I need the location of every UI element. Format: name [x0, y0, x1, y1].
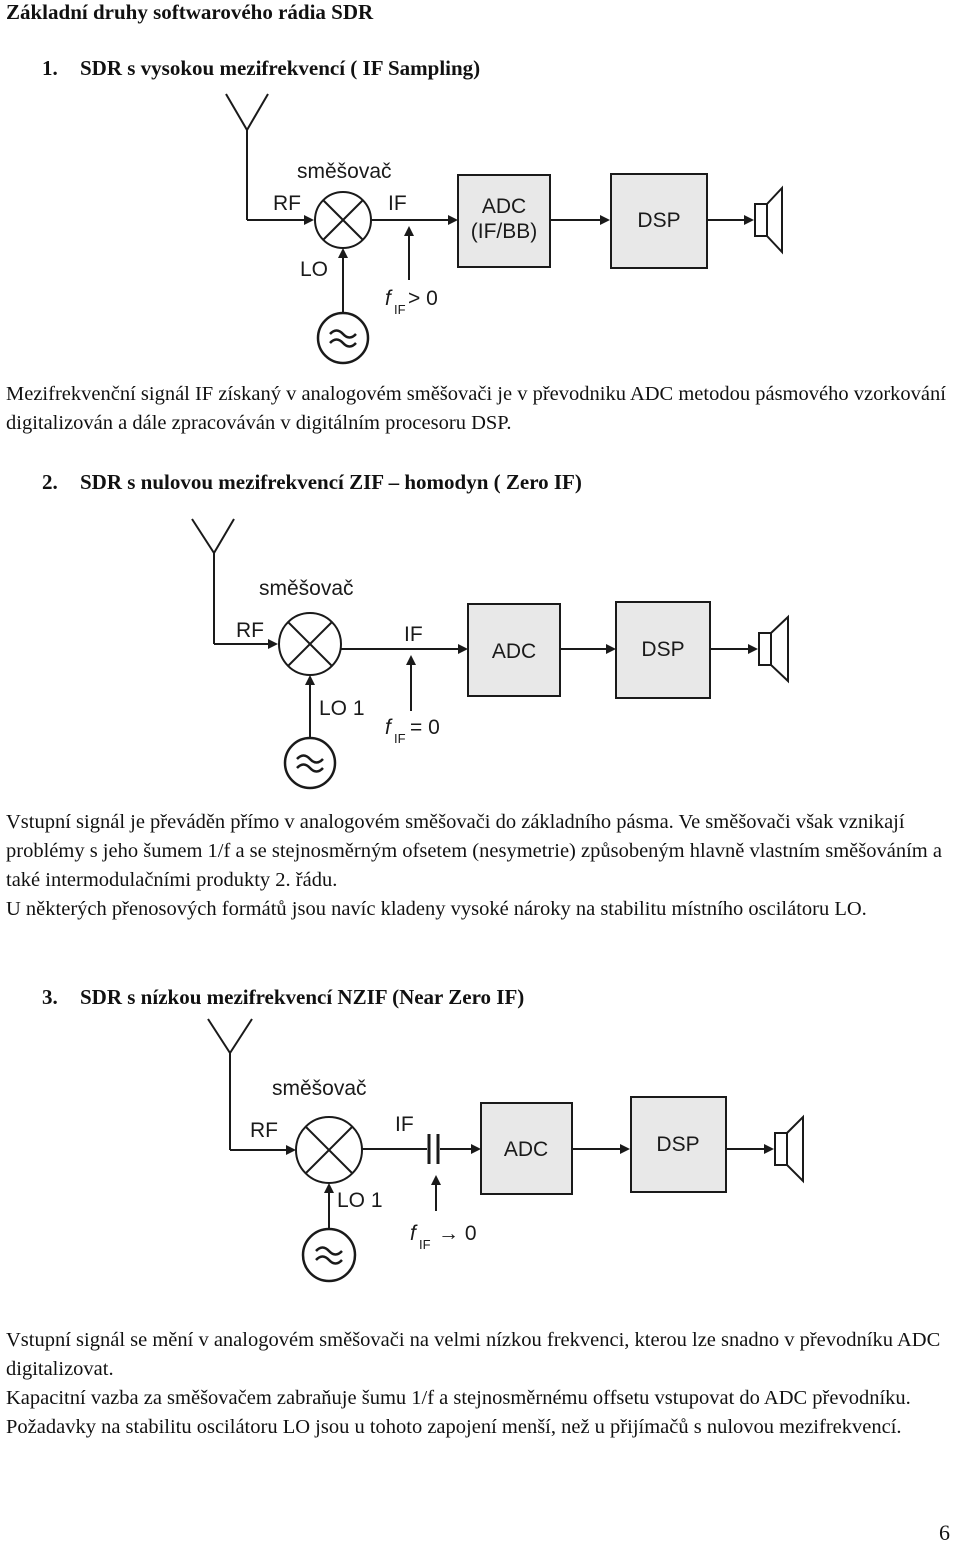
- dsp-label: DSP: [656, 1133, 700, 1156]
- mixer-label: směšovač: [297, 160, 392, 183]
- capacitor-icon: [429, 1134, 438, 1164]
- section-2-text: [6, 808, 960, 924]
- freq-f-symbol: f: [385, 287, 391, 310]
- section-2-diagram: [0, 515, 960, 795]
- rf-label: RF: [273, 192, 301, 215]
- section-2-heading: SDR s nulovou mezifrekvencí ZIF – homodyn ( Zero IF): [80, 470, 582, 494]
- zero-if-block-diagram: [0, 515, 960, 795]
- speaker-icon: [775, 1117, 803, 1181]
- freq-condition: → 0: [438, 1222, 477, 1245]
- adc-label: ADC: [481, 195, 527, 218]
- if-sampling-block-diagram: [0, 90, 960, 370]
- section-3-heading: SDR s nízkou mezifrekvencí NZIF (Near Zero IF): [80, 985, 525, 1009]
- section-3-diagram: [0, 1015, 960, 1290]
- antenna-icon: [226, 94, 268, 220]
- paragraph: Vstupní signál se mění v analogovém směšovači na velmi nízkou frekvenci, kterou lze snadno v převodníku ADC digitalizovat.: [6, 1329, 941, 1380]
- freq-f-symbol: f: [385, 716, 391, 739]
- paragraph: Mezifrekvenční signál IF získaný v analogovém směšovači je v převodniku ADC metodou pásmového vzorkování digitalizován a dále zpracováván v digitálním procesoru DSP.: [6, 383, 946, 434]
- oscillator-icon: [285, 738, 335, 788]
- section-1-text: [6, 380, 960, 438]
- freq-subscript: IF: [394, 731, 406, 746]
- page-title: Základní druhy softwarového rádia SDR: [6, 0, 374, 24]
- section-2-number: 2.: [42, 470, 58, 494]
- lo-label: LO: [300, 258, 329, 281]
- section-3-number: 3.: [42, 985, 58, 1009]
- section-1-heading: SDR s vysokou mezifrekvencí ( IF Sampling): [80, 56, 481, 80]
- speaker-icon: [755, 188, 782, 252]
- paragraph: Kapacitní vazba za směšovačem zabraňuje šumu 1/f a stejnosměrnému offsetu vstupovat do ADC převodníku. Požadavky na stabilitu oscilátoru LO jsou u tohoto zapojení menší, než u přijímačů s nulovou mezifrekvencí.: [6, 1387, 911, 1438]
- freq-condition: > 0: [408, 287, 438, 310]
- if-label: IF: [395, 1113, 414, 1136]
- antenna-icon: [208, 1019, 252, 1150]
- paragraph: Vstupní signál je převáděn přímo v analogovém směšovači do základního pásma. Ve směšovači však vznikají problémy s jeho šumem 1/f a se stejnosměrným ofsetem (nesymetrie) způsobeným hlavně vlastním směšováním a také intermodulačními produkty 2. řádu.: [6, 811, 942, 891]
- near-zero-if-block-diagram: [0, 1015, 960, 1290]
- mixer-icon: [315, 192, 371, 248]
- section-1-number: 1.: [42, 56, 58, 80]
- freq-condition: = 0: [410, 716, 440, 739]
- oscillator-icon: [318, 313, 368, 363]
- lo-label: LO 1: [337, 1189, 383, 1212]
- oscillator-icon: [303, 1229, 355, 1281]
- speaker-icon: [759, 617, 788, 681]
- antenna-icon: [192, 519, 234, 644]
- if-label: IF: [388, 192, 407, 215]
- mixer-icon: [296, 1117, 362, 1183]
- dsp-label: DSP: [637, 209, 681, 232]
- mixer-label: směšovač: [272, 1077, 367, 1100]
- mixer-icon: [279, 613, 341, 675]
- rf-label: RF: [236, 619, 264, 642]
- lo-label: LO 1: [319, 697, 365, 720]
- freq-subscript: IF: [419, 1237, 431, 1252]
- if-label: IF: [404, 623, 423, 646]
- section-1-diagram: [0, 90, 960, 370]
- rf-label: RF: [250, 1119, 278, 1142]
- paragraph: U některých přenosových formátů jsou navíc kladeny vysoké nároky na stabilitu místního oscilátoru LO.: [6, 898, 867, 920]
- adc-sublabel: (IF/BB): [470, 220, 538, 243]
- mixer-label: směšovač: [259, 577, 354, 600]
- adc-label: ADC: [503, 1138, 549, 1161]
- adc-label: ADC: [491, 640, 537, 663]
- freq-subscript: IF: [394, 302, 406, 317]
- section-3-text: [6, 1326, 960, 1442]
- freq-f-symbol: f: [410, 1222, 416, 1245]
- dsp-label: DSP: [641, 638, 685, 661]
- page-number: 6: [939, 1520, 950, 1545]
